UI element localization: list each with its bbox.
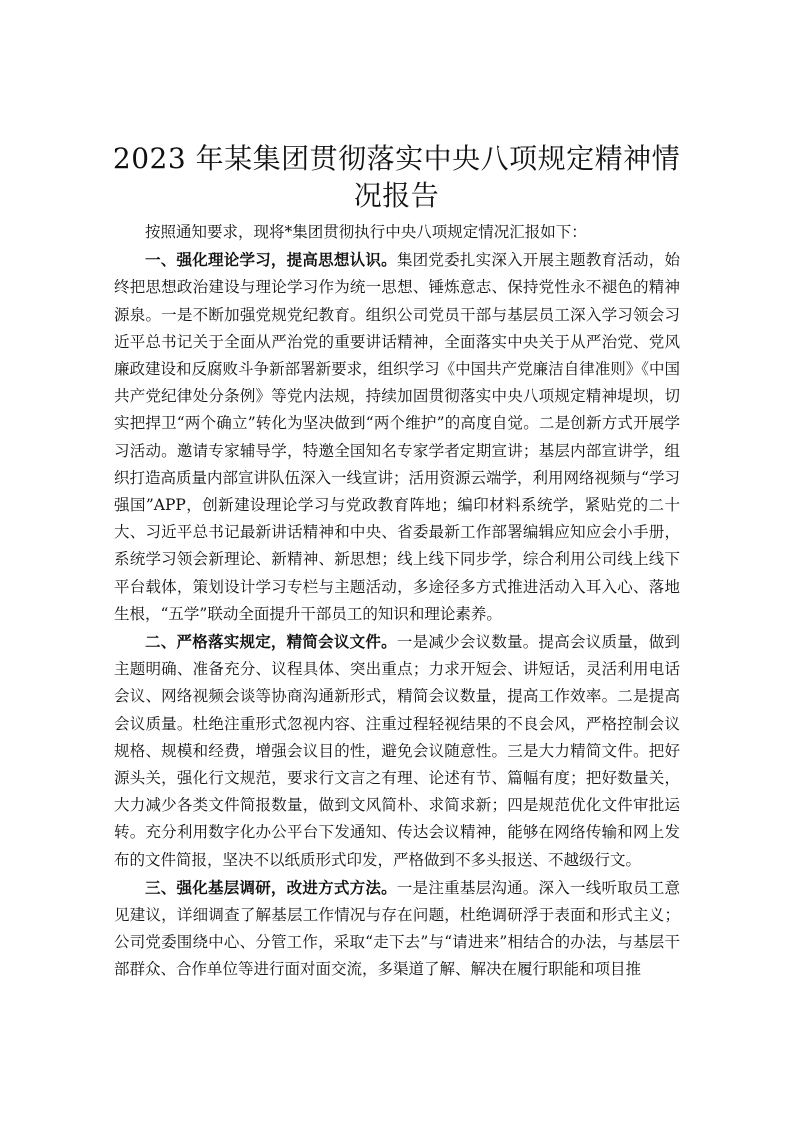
section-paragraph-1 bbox=[114, 246, 680, 628]
document-title: 2023 年某集团贯彻落实中央八项规定精神情况报告 bbox=[112, 142, 681, 212]
section-heading-3: 三、强化基层调研，改进方式方法。 bbox=[145, 877, 397, 897]
section-heading-1: 一、强化理论学习，提高思想认识。 bbox=[145, 250, 397, 270]
section-text-3: 一是注重基层沟通。深入一线听取员工意见建议，详细调查了解基层工作情况与存在问题，杜绝调研浮于表面和形式主义；公司党委围绕中心、分管工作，采取“走下去”与“请进来”相结合的办法，与基层干部群众、合作单位等进行面对面交流，多渠道了解、解决在履行职能和项目推 bbox=[114, 878, 680, 979]
section-paragraph-2 bbox=[114, 628, 680, 874]
section-paragraph-3 bbox=[114, 874, 680, 984]
document-body bbox=[114, 219, 680, 984]
section-text-2: 一是减少会议数量。提高会议质量，做到主题明确、准备充分、议程具体、突出重点；力求开短会、讲短话，灵活利用电话会议、网络视频会谈等协商沟通新形式，精简会议数量，提高工作效率。二是提高会议质量。杜绝注重形式忽视内容、注重过程轻视结果的不良会风，严格控制会议规格、规模和经费，增强会议目的性，避免会议随意性。三是大力精简文件。把好源头关，强化行文规范，要求行文言之有理、论述有节、篇幅有度；把好数量关，大力减少各类文件简报数量，做到文风简朴、求简求新；四是规范优化文件审批运转。充分利用数字化办公平台下发通知、传达会议精神，能够在网络传输和网上发布的文件简报，坚决不以纸质形式印发，严格做到不多头报送、不越级行文。 bbox=[114, 633, 680, 869]
intro-paragraph: 按照通知要求，现将*集团贯彻执行中央八项规定情况汇报如下： bbox=[145, 223, 587, 241]
section-heading-2: 二、严格落实规定，精简会议文件。 bbox=[145, 632, 397, 652]
section-text-1: 集团党委扎实深入开展主题教育活动，始终把思想政治建设与理论学习作为统一思想、锤炼意志、保持党性永不褪色的精神源泉。一是不断加强党规党纪教育。组织公司党员干部与基层员工深入学习领会习近平总书记关于全面从严治党的重要讲话精神，全面落实中央关于从严治党、党风廉政建设和反腐败斗争新部署新要求，组织学习《中国共产党廉洁自律准则》《中国共产党纪律处分条例》等党内法规，持续加固贯彻落实中央八项规定精神堤坝，切实把捍卫“两个确立”转化为坚决做到“两个维护”的高度自觉。二是创新方式开展学习活动。邀请专家辅导学，特邀全国知名专家学者定期宣讲；基层内部宣讲学，组织打造高质量内部宣讲队伍深入一线宣讲；活用资源云端学，利用网络视频与“学习强国”APP，创新建设理论学习与党政教育阵地；编印材料系统学，紧贴党的二十大、习近平总书记最新讲话精神和中央、省委最新工作部署编辑应知应会小手册，系统学习领会新理论、新精神、新思想；线上线下同步学，综合利用公司线上线下平台载体，策划设计学习专栏与主题活动，多途径多方式推进活动入耳入心、落地生根，“五学”联动全面提升干部员工的知识和理论素养。 bbox=[114, 251, 680, 623]
